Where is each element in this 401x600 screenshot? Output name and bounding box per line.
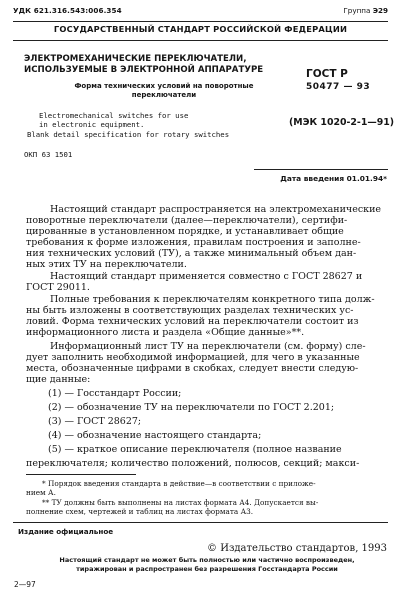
- udk-code: УДК 621.316.543:006.354: [13, 6, 122, 15]
- gost-label: ГОСТ Р: [306, 68, 348, 80]
- english-title-line: Blank detail specification for rotary switches: [27, 129, 230, 139]
- english-title: [27, 111, 267, 139]
- text-line: ных этих ТУ на переключатели.: [26, 259, 187, 270]
- document-title-line: ИСПОЛЬЗУЕМЫЕ В ЭЛЕКТРОННОЙ АППАРАТУРЕ: [24, 65, 264, 75]
- footnote-line: ** ТУ должны быть выполнены на листах формата А4. Допускается вы-: [42, 498, 319, 507]
- english-title-line: in electronic equipment.: [39, 120, 145, 130]
- gost-number: 50477 — 93: [306, 82, 371, 92]
- footnote-line: нием А.: [26, 488, 56, 498]
- official-edition-label: Издание официальное: [18, 527, 114, 536]
- footnote-format: [26, 498, 390, 517]
- reproduction-notice: [26, 556, 388, 574]
- page-number: 2—97: [14, 580, 36, 589]
- text-line: информационного листа и раздела «Общие данные»**.: [26, 327, 305, 338]
- footnote-line: полнение схем, чертежей и таблиц на листах формата А3.: [26, 507, 254, 517]
- header-rule-bottom: [13, 40, 388, 41]
- text-line: места, обозначенные цифрами в скобках, следует внести следую-: [26, 363, 359, 374]
- text-line: ны быть изложены в соответствующих разделах технических ус-: [26, 305, 354, 316]
- list-item: (1) — Госстандарт России;: [48, 388, 182, 399]
- okp-code: ОКП 63 1501: [24, 150, 73, 159]
- notice-line: Настоящий стандарт не может быть полностью или частично воспроизведен,: [59, 556, 355, 564]
- text-line: Настоящий стандарт распространяется на электромеханические: [50, 204, 382, 215]
- text-line: Настоящий стандарт применяется совместно с ГОСТ 28627 и: [50, 271, 363, 282]
- notice-line: тиражирован и распространен без разрешения Госстандарта России: [76, 565, 338, 573]
- list-item: (3) — ГОСТ 28627;: [48, 416, 142, 427]
- document-title-line: ЭЛЕКТРОМЕХАНИЧЕСКИЕ ПЕРЕКЛЮЧАТЕЛИ,: [24, 54, 247, 64]
- group-value: Э29: [372, 6, 388, 15]
- english-title-line: Electromechanical switches for use: [39, 111, 189, 120]
- form-subtitle-line: переключатели: [131, 91, 197, 99]
- paragraph-requirements: [26, 294, 388, 338]
- text-line: ния технических условий (ТУ), а также минимальный объем дан-: [26, 248, 357, 259]
- paragraph-scope: [26, 204, 388, 270]
- footnote-line: * Порядок введения стандарта в действие—в соответствии с приложе-: [42, 479, 316, 488]
- paragraph-info-sheet: [26, 341, 388, 385]
- form-subtitle: [44, 82, 284, 100]
- text-line: дует заполнить необходимой информацией, для чего в указанные: [26, 352, 360, 363]
- group-code: [343, 6, 388, 15]
- copyright-line: © Издательство стандартов, 1993: [207, 543, 387, 554]
- gost-designation: [306, 68, 386, 93]
- document-title: [24, 54, 294, 76]
- text-line: щие данные:: [26, 374, 91, 385]
- effective-rule: [254, 169, 388, 170]
- header-line: [13, 6, 388, 19]
- header-rule-top: [13, 21, 388, 22]
- iec-reference: (МЭК 1020-2-1—91): [289, 117, 395, 128]
- text-line: требования к форме изложения, правилам построения и заполне-: [26, 237, 361, 248]
- text-line: ГОСТ 29011.: [26, 282, 90, 293]
- footnote-rule: [26, 474, 136, 475]
- footer-rule: [13, 522, 388, 523]
- text-line: Полные требования к переключателям конкретного типа долж-: [50, 294, 375, 305]
- form-subtitle-line: Форма технических условий на поворотные: [74, 82, 254, 90]
- text-line: ловий. Форма технических условий на переключатели состоит из: [26, 316, 359, 327]
- footnote-introduction: [26, 479, 390, 498]
- text-line: цированные в установленном порядке, и устанавливает общие: [26, 226, 344, 237]
- text-line: поворотные переключатели (далее—переключатели), сертифи-: [26, 215, 348, 226]
- list-item: (5) — краткое описание переключателя (полное название: [48, 444, 342, 455]
- paragraph-usage: [26, 271, 388, 293]
- list-item: (2) — обозначение ТУ на переключатели по ГОСТ 2.201;: [48, 402, 335, 413]
- text-line: Информационный лист ТУ на переключатели (см. форму) сле-: [50, 341, 366, 352]
- list-item: переключателя; количество положений, полюсов, секций; макси-: [26, 458, 360, 469]
- standard-title: ГОСУДАРСТВЕННЫЙ СТАНДАРТ РОССИЙСКОЙ ФЕДЕРАЦИИ: [53, 24, 348, 34]
- effective-date: Дата введения 01.01.94*: [280, 174, 387, 183]
- list-item: (4) — обозначение настоящего стандарта;: [48, 430, 262, 441]
- group-label: Группа: [343, 6, 371, 15]
